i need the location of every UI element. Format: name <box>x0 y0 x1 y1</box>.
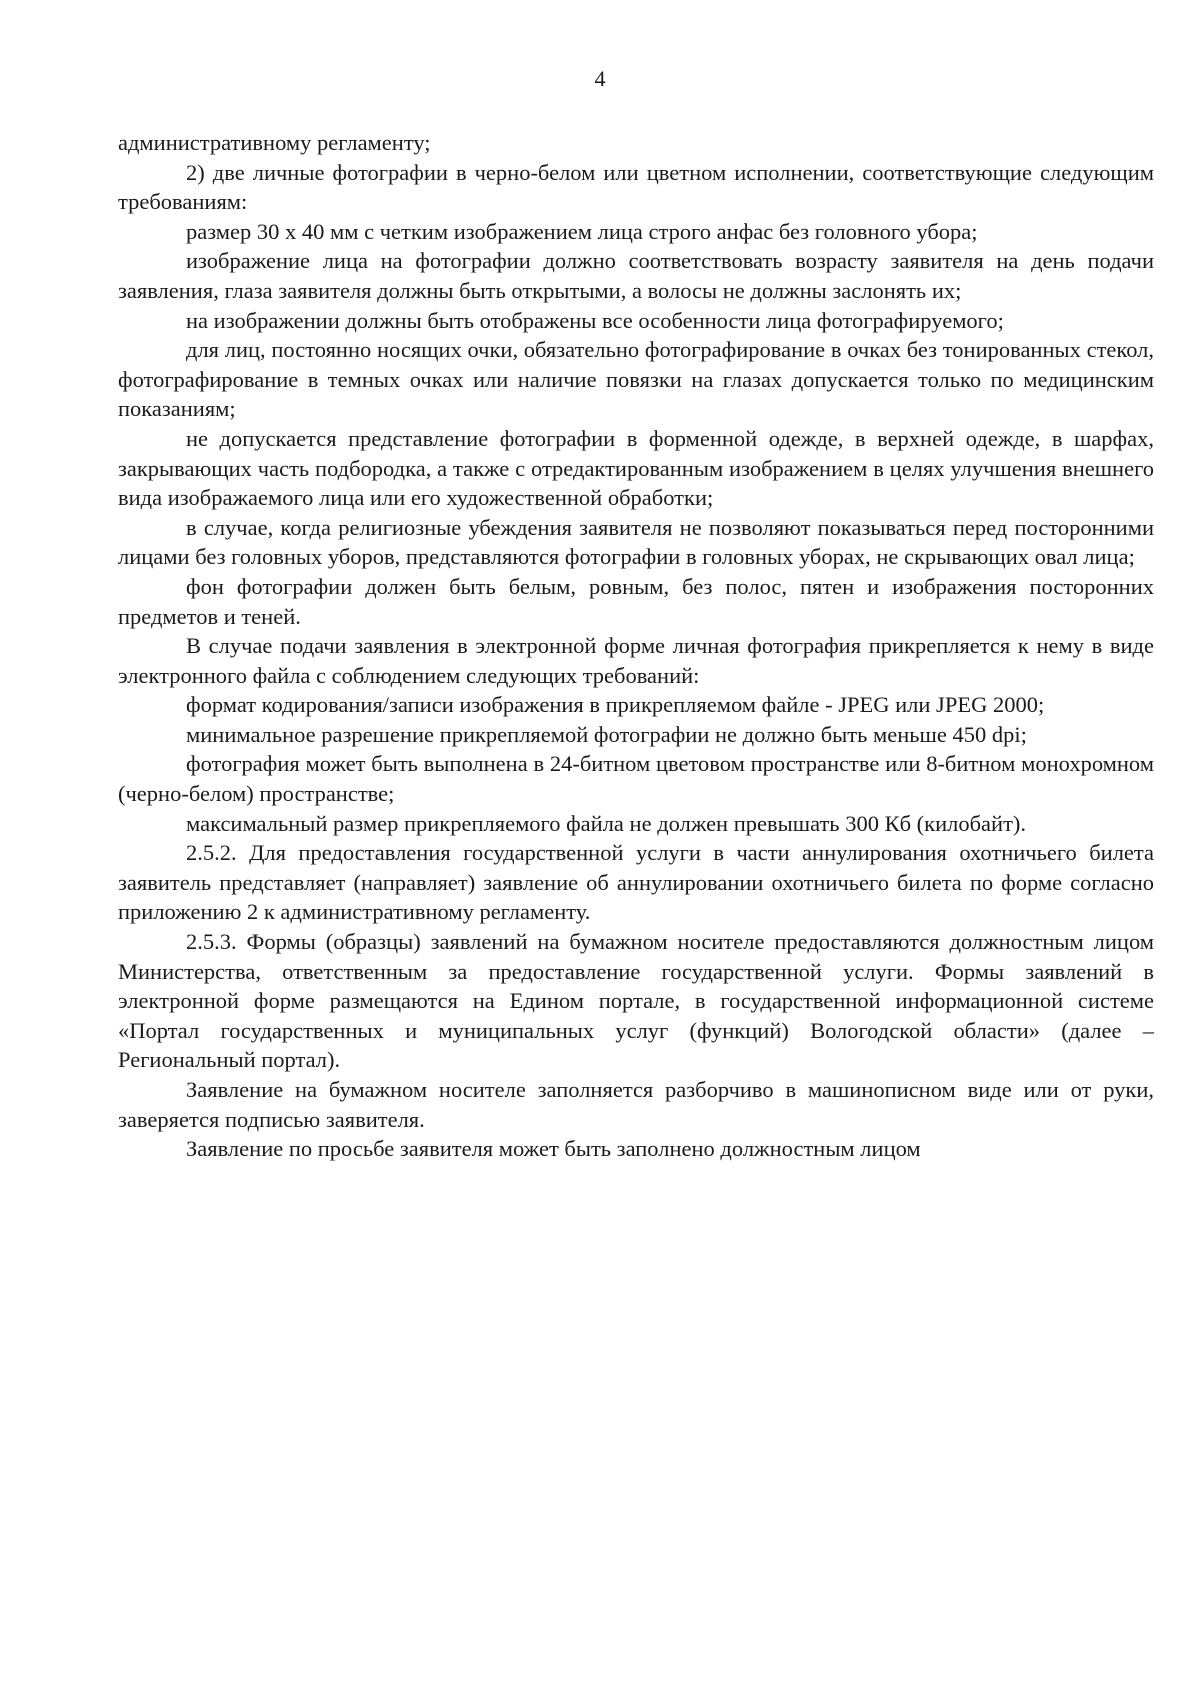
paragraph: для лиц, постоянно носящих очки, обязательно фотографирование в очках без тонированных стекол, фотографирование в темных очках или наличие повязки на глазах допускается только по медицинским показаниям; <box>118 337 1154 422</box>
paragraph: изображение лица на фотографии должно соответствовать возрасту заявителя на день подачи заявления, глаза заявителя должны быть открытыми, а волосы не должны заслонять их; <box>118 248 1154 303</box>
page-number: 4 <box>594 66 606 91</box>
paragraph: размер 30 х 40 мм с четким изображением лица строго анфас без головного убора; <box>186 218 978 244</box>
paragraph: минимальное разрешение прикрепляемой фотографии не должно быть меньше 450 dpi; <box>186 721 1027 747</box>
paragraph: Заявление по просьбе заявителя может быть заполнено должностным лицом <box>186 1136 921 1162</box>
paragraph: фон фотографии должен быть белым, ровным, без полос, пятен и изображения посторонних предметов и теней. <box>118 573 1154 629</box>
paragraph: В случае подачи заявления в электронной форме личная фотография прикрепляется к нему в виде электронного файла с соблюдением следующих требований: <box>118 633 1154 688</box>
paragraph: максимальный размер прикрепляемого файла не должен превышать 300 Кб (килобайт). <box>186 810 1027 836</box>
paragraph: 2.5.2. Для предоставления государственной услуги в части аннулирования охотничьего билета заявитель представляет (направляет) заявление об аннулировании охотничьего билета по форме согласно приложению 2 к административному регламенту. <box>118 840 1154 925</box>
paragraph: формат кодирования/записи изображения в прикрепляемом файле - JPEG или JPEG 2000; <box>186 692 1045 718</box>
paragraph: не допускается представление фотографии в форменной одежде, в верхней одежде, в шарфах, закрывающих часть подбородка, а также с отредактированным изображением в целях улучшения внешнего вида изображаемого лица или его художественной обработки; <box>118 425 1154 511</box>
paragraph: Заявление на бумажном носителе заполняется разборчиво в машинописном виде или от руки, заверяется подписью заявителя. <box>118 1077 1154 1132</box>
paragraph: 2) две личные фотографии в черно-белом или цветном исполнении, соответствующие следующим требованиям: <box>118 159 1154 215</box>
paragraph: административному регламенту; <box>118 130 431 155</box>
paragraph: фотография может быть выполнена в 24-битном цветовом пространстве или 8-битном монохромном (черно-белом) пространстве; <box>118 751 1154 807</box>
paragraph: 2.5.3. Формы (образцы) заявлений на бумажном носителе предоставляются должностным лицом Министерства, ответственным за предоставление государственной услуги. Формы заявлений в электронной форме размещаются на Едином портале, в государственной информационной системе «Портал государственных и муниципальных услуг (функций) Вологодской области» (далее – Региональный портал). <box>118 929 1154 1073</box>
paragraph: в случае, когда религиозные убеждения заявителя не позволяют показываться перед посторонними лицами без головных уборов, представляются фотографии в головных уборах, не скрывающих овал лица; <box>118 514 1154 570</box>
paragraph: на изображении должны быть отображены все особенности лица фотографируемого; <box>186 307 1004 333</box>
document-body <box>118 128 1154 1164</box>
